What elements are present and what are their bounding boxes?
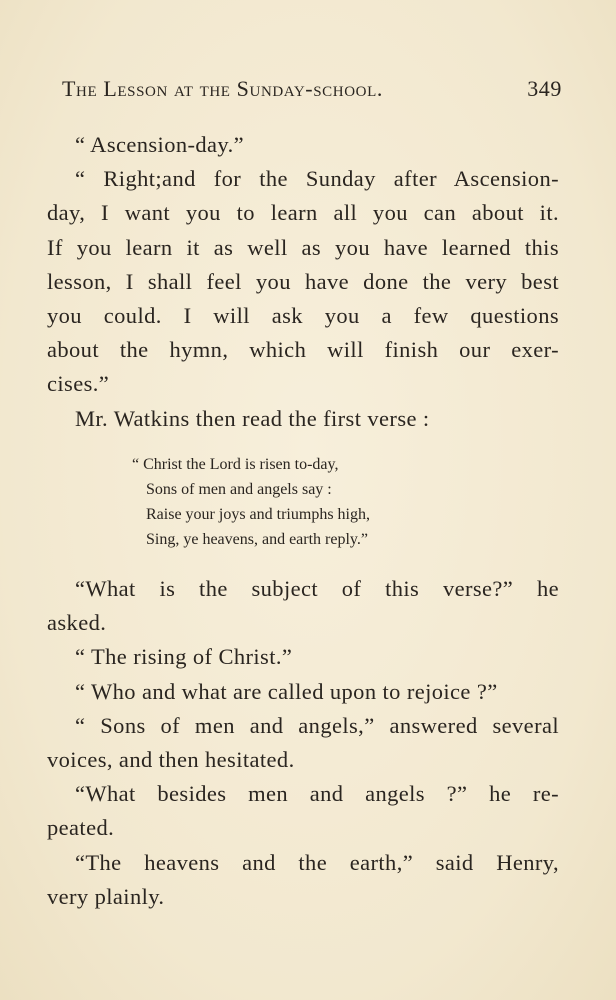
text-line: very plainly. [47,883,165,909]
body-text-bottom [47,572,559,914]
text-line: “ Who and what are called upon to rejoice ?” [75,678,498,704]
text-line: “ Right;and for the Sunday after Ascension- [75,166,559,192]
verse-line: Sons of men and angels say : [146,481,332,498]
text-line: day, I want you to learn all you can about it. [47,200,559,226]
body-text-top [47,128,559,436]
text-line: “ Sons of men and angels,” answered several [75,712,559,738]
text-line: “The heavens and the earth,” said Henry, [75,849,559,875]
text-line: you could. I will ask you a few questions [47,302,559,328]
text-line: Mr. Watkins then read the first verse : [75,405,430,431]
page-number: 349 [527,76,562,101]
hymn-verse [132,452,462,552]
text-line: about the hymn, which will finish our exer- [47,337,559,363]
verse-line: Sing, ye heavens, and earth reply.” [146,531,368,548]
text-line: voices, and then hesitated. [47,746,295,772]
text-line: “ The rising of Christ.” [75,644,293,670]
verse-line: “ Christ the Lord is risen to-day, [132,456,339,473]
text-line: cises.” [47,371,110,397]
text-line: peated. [47,815,115,841]
running-title: The Lesson at the Sunday-school. [62,76,383,101]
text-line: asked. [47,610,107,636]
text-line: “What is the subject of this verse?” he [75,576,559,601]
text-line: “ Ascension-day.” [75,132,245,157]
verse-line: Raise your joys and triumphs high, [146,506,370,523]
running-header [62,76,562,106]
text-line: lesson, I shall feel you have done the very best [47,268,559,294]
text-line: “What besides men and angels ?” he re- [75,781,559,807]
text-line: If you learn it as well as you have learned this [47,234,559,260]
